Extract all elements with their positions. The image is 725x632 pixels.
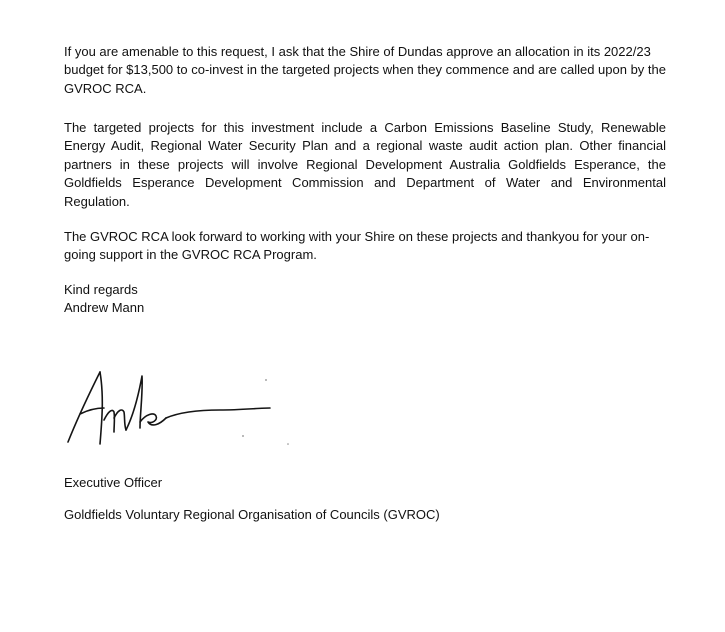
organisation-name: Goldfields Voluntary Regional Organisation of Councils (GVROC) [64, 507, 440, 522]
body-paragraph-request: If you are amenable to this request, I ask that the Shire of Dundas approve an allocation in its 2022/23 budget for $13,500 to co-invest in the targeted projects when they commence and are called upon by the GVROC RCA. [64, 44, 666, 96]
signatory-name: Andrew Mann [64, 300, 145, 316]
body-paragraph-thanks: The GVROC RCA look forward to working with your Shire on these projects and thankyou for your on-going support in the GVROC RCA Program. [64, 229, 650, 263]
closing-salutation: Kind regards [64, 282, 138, 297]
signatory-title: Executive Officer [64, 475, 163, 490]
body-paragraph-projects: The targeted projects for this investment include a Carbon Emissions Baseline Study, Renewable Energy Audit, Regional Water Security Plan and a regional waste audit action plan. Other financial partners in these projects will involve Regional Development Australia Goldfields Esperance, the Goldfields Esperance Development Commission and Department of Water and Environmental Regulation. [64, 120, 666, 209]
handwritten-signature [60, 362, 290, 452]
closing-block [64, 281, 666, 318]
